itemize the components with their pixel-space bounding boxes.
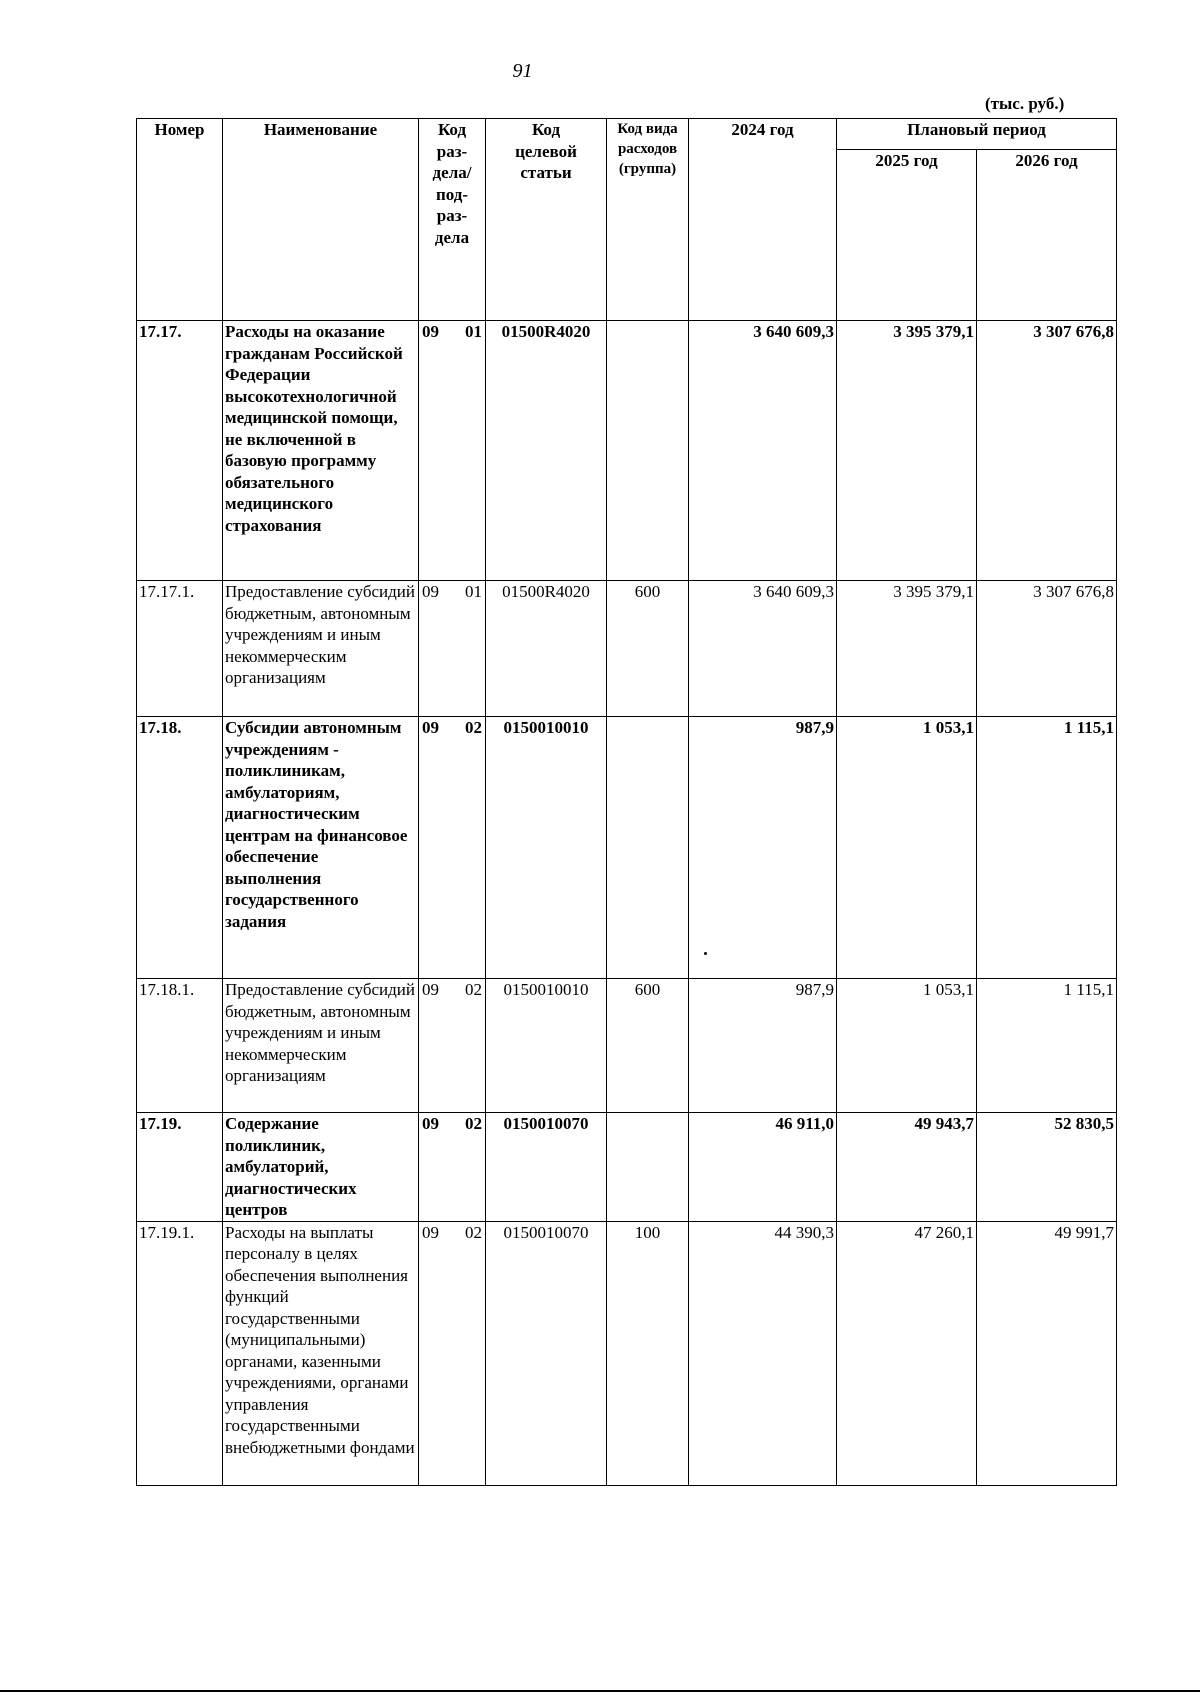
row-name: Предоставление субсидий бюджетным, автономным учреждениям и иным некоммерческим организациям [223,979,419,1113]
table-row [137,581,1117,717]
row-name: Расходы на оказание гражданам Российской Федерации высокотехнологичной медицинской помощи, не включенной в базовую программу обязательного медицинского страхования [223,321,419,581]
row-amount-2026: 3 307 676,8 [977,581,1117,717]
row-section-code [419,581,486,717]
header-expense-type [607,119,689,321]
row-number: 17.17.1. [137,581,223,717]
row-amount-2025: 1 053,1 [837,979,977,1113]
row-amount-2024: 46 911,0 [689,1113,837,1222]
row-number: 17.18.1. [137,979,223,1113]
header-target-code-text: Код целевой статьи [515,120,577,182]
header-name: Наименование [223,119,419,321]
row-razdel: 09 [422,1222,439,1242]
row-expense-type: 600 [607,581,689,717]
scan-speck [704,952,707,955]
row-razdel: 09 [422,322,439,341]
row-amount-2026: 3 307 676,8 [977,321,1117,581]
row-expense-type: 600 [607,979,689,1113]
row-target-code: 01500R4020 [486,581,607,717]
row-amount-2025: 3 395 379,1 [837,321,977,581]
table-row [137,321,1117,581]
row-amount-2024: 44 390,3 [689,1221,837,1485]
header-year-2025: 2025 год [837,150,977,321]
row-amount-2025: 3 395 379,1 [837,581,977,717]
row-name: Предоставление субсидий бюджетным, автономным учреждениям и иным некоммерческим организациям [223,581,419,717]
row-section-code [419,717,486,979]
row-expense-type: 100 [607,1221,689,1485]
row-podrazdel: 02 [465,980,482,999]
row-expense-type [607,1113,689,1222]
row-target-code: 01500R4020 [486,321,607,581]
header-year-2024: 2024 год [689,119,837,321]
row-amount-2026: 1 115,1 [977,717,1117,979]
units-label: (тыс. руб.) [985,94,1065,113]
row-razdel: 09 [422,582,439,601]
header-year-2026: 2026 год [977,150,1117,321]
row-name: Расходы на выплаты персоналу в целях обеспечения выполнения функций государственными (муниципальными) органами, казенными учреждениями, органами управления государственными внебюджетными фондами [223,1221,419,1485]
header-section-code-text: Код раз- дела/ под- раз- дела [432,120,472,247]
table-row [137,979,1117,1113]
row-razdel: 09 [422,718,439,737]
row-amount-2024: 987,9 [689,979,837,1113]
table-row [137,1221,1117,1485]
row-podrazdel: 01 [465,322,482,341]
row-amount-2025: 49 943,7 [837,1113,977,1222]
row-number: 17.17. [137,321,223,581]
table-row [137,717,1117,979]
row-podrazdel: 02 [465,718,482,737]
page-number: 91 [512,60,533,82]
header-target-code [486,119,607,321]
row-section-code [419,1221,486,1485]
row-amount-2026: 52 830,5 [977,1113,1117,1222]
row-amount-2026: 1 115,1 [977,979,1117,1113]
header-planning-period: Плановый период [837,119,1117,150]
row-amount-2026: 49 991,7 [977,1221,1117,1485]
row-target-code: 0150010070 [486,1113,607,1222]
row-razdel: 09 [422,980,439,999]
row-podrazdel: 01 [465,582,482,601]
row-number: 17.19.1. [137,1221,223,1485]
row-section-code [419,1113,486,1222]
budget-table [136,118,1117,1486]
scan-edge-line [0,1690,1200,1692]
row-podrazdel: 02 [465,1114,482,1133]
row-target-code: 0150010010 [486,979,607,1113]
row-section-code [419,321,486,581]
row-expense-type [607,321,689,581]
row-target-code: 0150010070 [486,1221,607,1485]
row-number: 17.19. [137,1113,223,1222]
row-amount-2025: 47 260,1 [837,1221,977,1485]
header-number: Номер [137,119,223,321]
row-amount-2025: 1 053,1 [837,717,977,979]
row-name: Содержание поликлиник, амбулаторий, диагностических центров [223,1113,419,1222]
row-number: 17.18. [137,717,223,979]
row-amount-2024: 3 640 609,3 [689,581,837,717]
row-name: Субсидии автономным учреждениям - поликлиникам, амбулаториям, диагностическим центрам на финансовое обеспечение выполнения государственного задания [223,717,419,979]
row-section-code [419,979,486,1113]
table-row [137,1113,1117,1222]
row-target-code: 0150010010 [486,717,607,979]
row-podrazdel: 02 [465,1222,482,1242]
header-expense-type-text: Код вида расходов (группа) [617,121,678,177]
row-razdel: 09 [422,1114,439,1133]
row-amount-2024: 987,9 [689,717,837,979]
header-section-code [419,119,486,321]
table-body [137,321,1117,1486]
row-expense-type [607,717,689,979]
row-amount-2024: 3 640 609,3 [689,321,837,581]
